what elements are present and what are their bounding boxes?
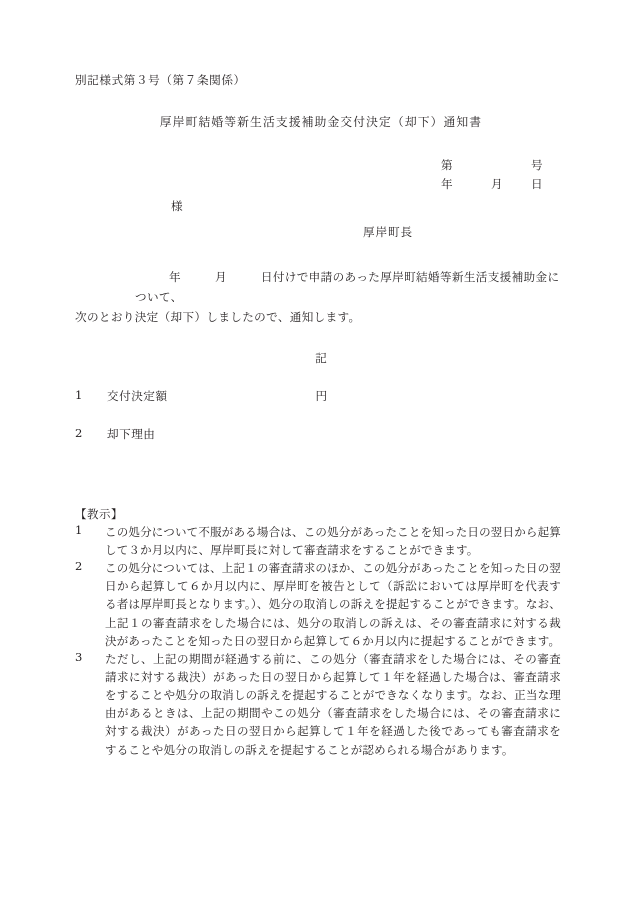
item-grant-amount-label: 交付決定額 [107, 388, 168, 403]
instructions-item-3-number: 3 [75, 649, 83, 664]
item-rejection-reason-label: 却下理由 [107, 426, 156, 441]
form-number: 別記様式第３号（第７条関係） [75, 73, 246, 87]
document-meta-block [75, 156, 561, 194]
addressee-honorific: 様 [171, 198, 184, 213]
item-grant-amount-unit: 円 [315, 388, 328, 403]
body-line-2: 次のとおり決定（却下）しましたので、通知します。 [75, 309, 361, 324]
body-line-1 [75, 268, 561, 308]
month-label: 月 [491, 177, 504, 192]
number-value-blank[interactable] [491, 156, 531, 175]
instructions-item-3-text: ただし、上記の期間が経過する前に、この処分（審査請求をした場合には、その審査請求に対する裁決）があった日の翌日から起算して１年を経過した場合は、審査請求をすることや処分の取消しの訴えを提起することができなくなります。なお、正当な理由があるときは、上記の期間やこの処分（審査請求をした場合には、その審査請求に対する裁決）があった日の翌日から起算して１年を経過した後であっても審査請求をすることや処分の取消しの訴えを提起することが認められる場合があります。 [105, 651, 561, 757]
day-label: 日 [531, 177, 544, 192]
instructions-item-3 [75, 650, 561, 759]
item-rejection-reason-number: 2 [75, 425, 83, 440]
instructions-item-1-text: この処分について不服がある場合は、この処分があったことを知った日の翌日から起算して３か月以内に、厚岸町長に対して審査請求をすることができます。 [105, 524, 561, 557]
application-month-label: 月 [214, 269, 227, 284]
item-grant-amount [75, 388, 561, 404]
instructions-item-2 [75, 559, 561, 650]
application-year-label: 年 [169, 269, 181, 284]
document-number-row [441, 156, 559, 175]
instructions-item-2-text: この処分については、上記１の審査請求のほか、この処分があったことを知った日の翌日から起算して６か月以内に、厚岸町を被告として（訴訟においては厚岸町を代表する者は厚岸町長となります。）、処分の取消しの訴えを提起することができます。なお、上記１の審査請求をした場合には、処分の取消しの訴えは、その審査請求に対する裁決があったことを知った日の翌日から起算して６か月以内に提起することができます。 [105, 561, 561, 648]
instructions-item-2-number: 2 [75, 559, 83, 574]
issuer-name: 厚岸町長 [363, 224, 413, 239]
number-label: 第 [441, 158, 454, 173]
number-unit: 号 [531, 158, 544, 173]
document-title: 厚岸町結婚等新生活支援補助金交付決定（却下）通知書 [159, 115, 483, 130]
body-line-1-rest: 日付けで申請のあった厚岸町結婚等新生活支援補助金について、 [135, 269, 560, 304]
instructions-item-1-number: 1 [75, 522, 83, 537]
instructions-item-1 [75, 523, 561, 559]
year-label: 年 [441, 177, 454, 192]
document-date-row [441, 175, 559, 194]
kiji-marker: 記 [315, 350, 327, 365]
document-body [75, 72, 561, 759]
item-grant-amount-number: 1 [75, 387, 83, 402]
item-rejection-reason [75, 426, 561, 442]
body-paragraph [75, 268, 561, 328]
instructions-block [75, 506, 561, 759]
instructions-heading: 【教示】 [75, 506, 123, 521]
